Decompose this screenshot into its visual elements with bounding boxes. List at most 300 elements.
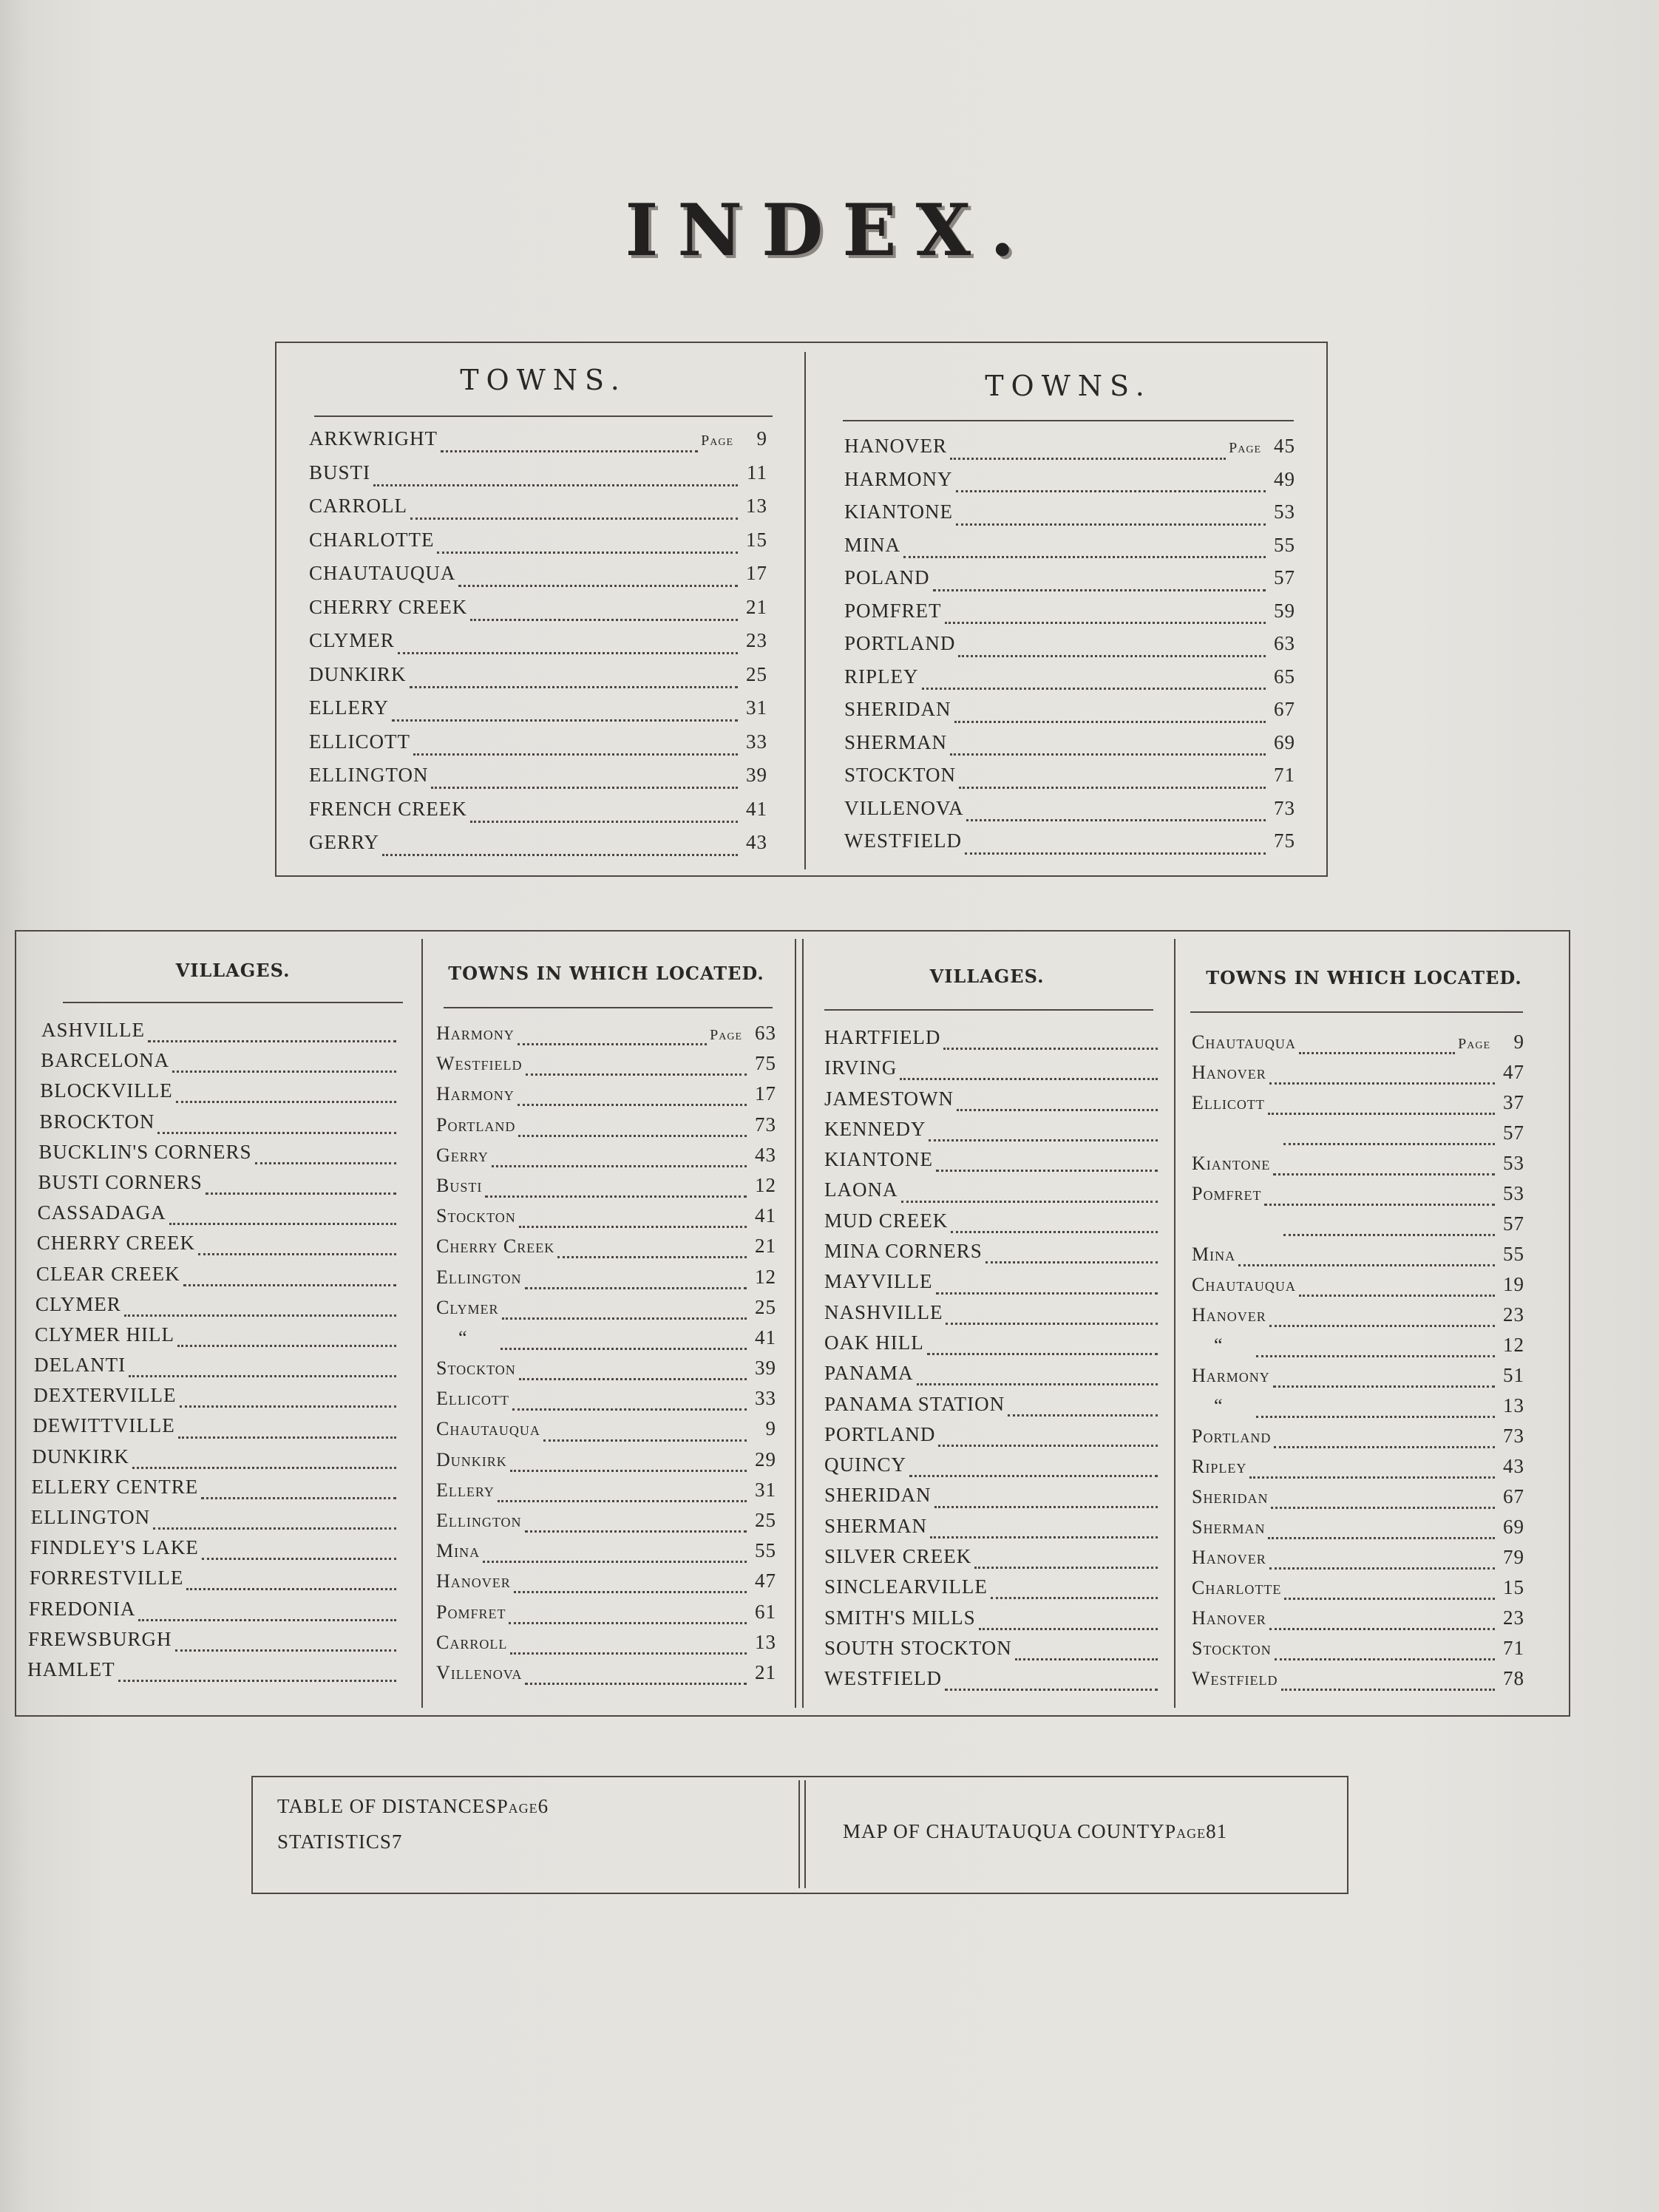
village-name: PANAMA STATION — [824, 1392, 1005, 1415]
leader-dots — [510, 1652, 747, 1655]
leader-dots — [936, 1170, 1158, 1172]
leader-dots — [138, 1619, 396, 1621]
leader-dots — [157, 1132, 396, 1134]
page-number: 47 — [755, 1570, 776, 1592]
page-label: Page — [701, 432, 733, 449]
village-entry — [41, 1019, 399, 1049]
page-number: 21 — [755, 1235, 776, 1258]
entry-name: VILLENOVA — [844, 796, 964, 819]
village-name: FREWSBURGH — [28, 1627, 172, 1650]
page-number: 55 — [1274, 533, 1295, 556]
leader-dots — [991, 1597, 1158, 1599]
entry-name: Stockton — [436, 1357, 516, 1380]
leader-dots — [936, 1292, 1158, 1295]
leader-dots — [118, 1680, 396, 1682]
page-number: 15 — [746, 528, 767, 551]
page-number: 31 — [755, 1478, 776, 1501]
page-number: 43 — [1503, 1455, 1524, 1477]
village-name: KENNEDY — [824, 1117, 926, 1140]
village-entry — [824, 1270, 1161, 1300]
leader-dots — [956, 523, 1266, 526]
leader-dots — [501, 1348, 747, 1350]
leader-dots — [180, 1405, 397, 1408]
village-entry — [34, 1354, 399, 1384]
villages-divider-3 — [802, 939, 804, 1708]
village-entry — [824, 1667, 1161, 1697]
leader-dots — [946, 1323, 1158, 1325]
village-entry — [824, 1026, 1161, 1056]
village-entry — [29, 1598, 399, 1628]
leader-dots — [543, 1439, 747, 1442]
entry-name: Ellery — [436, 1479, 495, 1501]
village-name: WESTFIELD — [824, 1667, 942, 1690]
leader-dots — [198, 1253, 396, 1255]
entry-name: RIPLEY — [844, 665, 919, 688]
entry-name: MAP OF CHAUTAUQUA COUNTY — [843, 1820, 1165, 1842]
index-entry — [844, 468, 1295, 501]
page-number: 41 — [755, 1204, 776, 1227]
page-label: Page — [1164, 1821, 1207, 1842]
village-entry — [824, 1148, 1161, 1178]
leader-dots — [124, 1314, 396, 1317]
village-entry — [824, 1301, 1161, 1331]
index-entry — [309, 427, 767, 461]
leader-dots — [437, 552, 738, 554]
village-name: SMITH'S MILLS — [824, 1606, 976, 1629]
leader-dots — [398, 652, 738, 654]
index-entry — [1192, 1667, 1524, 1697]
leader-dots — [974, 1567, 1158, 1569]
index-entry — [436, 1631, 776, 1661]
index-entry — [436, 1661, 776, 1692]
leader-dots — [557, 1256, 747, 1258]
village-entry — [824, 1575, 1161, 1606]
leader-dots — [255, 1162, 396, 1164]
entry-name: CHERRY CREEK — [309, 595, 468, 618]
village-entry — [824, 1056, 1161, 1087]
page-number: 67 — [1503, 1485, 1524, 1507]
village-name: DUNKIRK — [32, 1445, 129, 1468]
entry-name: Harmony — [436, 1022, 515, 1044]
villages-left-rule — [63, 1002, 403, 1003]
index-entry — [436, 1570, 776, 1600]
entry-name: Hanover — [1192, 1547, 1266, 1568]
entry-name: HANOVER — [844, 435, 947, 457]
leader-dots — [1283, 1143, 1495, 1145]
index-entry — [1192, 1425, 1524, 1455]
entry-name: Stockton — [1192, 1638, 1272, 1659]
page-number: 21 — [746, 595, 767, 618]
page-number: 59 — [1274, 599, 1295, 622]
entry-name: Ripley — [1192, 1456, 1247, 1477]
towns-right-list — [844, 435, 1295, 863]
entry-name: Mina — [436, 1540, 481, 1562]
village-name: ASHVILLE — [41, 1019, 145, 1041]
page-number: 47 — [1503, 1061, 1524, 1083]
page-number: 63 — [755, 1022, 776, 1044]
index-entry — [1192, 1485, 1524, 1516]
towns-left-header: TOWNS. — [460, 364, 627, 396]
village-name: LAONA — [824, 1178, 898, 1201]
village-entry — [27, 1658, 399, 1689]
footer-left-list — [277, 1795, 761, 1866]
village-entry — [824, 1088, 1161, 1118]
leader-dots — [441, 450, 698, 452]
page-label: Page — [710, 1027, 742, 1043]
village-name: CLEAR CREEK — [35, 1262, 180, 1285]
villages-right-list — [824, 1026, 1161, 1698]
leader-dots — [922, 688, 1266, 690]
leader-dots — [956, 490, 1266, 492]
towns-divider — [804, 352, 806, 869]
entry-name: KIANTONE — [844, 501, 953, 523]
leader-dots — [178, 1436, 396, 1439]
entry-name: Ellington — [436, 1266, 522, 1288]
leader-dots — [1269, 1628, 1495, 1630]
index-entry — [309, 663, 767, 697]
entry-name: Carroll — [436, 1631, 508, 1653]
village-entry — [39, 1110, 399, 1141]
entry-name: Chautauqua — [436, 1418, 540, 1440]
village-name: SOUTH STOCKTON — [824, 1636, 1012, 1659]
index-entry — [436, 1509, 776, 1539]
leader-dots — [1273, 1173, 1495, 1175]
entry-name: Sherman — [1192, 1516, 1266, 1538]
page-label: Page — [1229, 440, 1261, 456]
leader-dots — [498, 1500, 747, 1502]
entry-name: PORTLAND — [844, 632, 956, 654]
leader-dots — [519, 1226, 747, 1228]
footer-divider-1 — [798, 1780, 800, 1888]
leader-dots — [958, 655, 1266, 657]
index-entry — [309, 529, 767, 563]
leader-dots — [957, 1109, 1158, 1111]
index-entry — [844, 600, 1295, 633]
village-entry — [824, 1210, 1161, 1240]
leader-dots — [1256, 1355, 1495, 1357]
page-number: 75 — [1274, 830, 1295, 852]
entry-name: STATISTICS — [277, 1831, 392, 1853]
page-number: 13 — [755, 1630, 776, 1653]
index-entry — [844, 435, 1295, 468]
village-name: QUINCY — [824, 1453, 906, 1476]
leader-dots — [959, 787, 1266, 789]
entry-name: Pomfret — [1192, 1183, 1262, 1204]
page-number: 41 — [755, 1326, 776, 1348]
page-title: INDEX. — [625, 189, 1034, 272]
leader-dots — [917, 1383, 1158, 1385]
index-entry — [436, 1357, 776, 1387]
leader-dots — [410, 686, 739, 688]
leader-dots — [413, 753, 738, 756]
page-number: 25 — [755, 1295, 776, 1318]
leader-dots — [901, 1201, 1158, 1203]
page-number: 33 — [755, 1387, 776, 1410]
page-number: 53 — [1503, 1152, 1524, 1174]
index-entry — [844, 731, 1295, 764]
page-number: 9 — [756, 427, 767, 449]
village-entry — [40, 1079, 399, 1110]
leader-dots — [392, 719, 738, 722]
page-number: 73 — [755, 1113, 776, 1136]
footer-entry — [843, 1820, 1272, 1843]
village-entry — [824, 1637, 1161, 1667]
village-entry — [32, 1476, 400, 1506]
page-number: 81 — [1206, 1820, 1228, 1842]
index-entry — [1192, 1576, 1524, 1607]
leader-dots — [525, 1287, 747, 1289]
entry-name: Hanover — [1192, 1062, 1266, 1083]
page-number: 33 — [746, 730, 767, 753]
index-entry — [1192, 1152, 1524, 1182]
entry-name: ELLICOTT — [309, 730, 410, 753]
index-entry — [844, 632, 1295, 665]
index-entry — [436, 1052, 776, 1082]
located-right-header: TOWNS IN WHICH LOCATED. — [1206, 967, 1522, 988]
leader-dots — [909, 1475, 1158, 1477]
footer-entry — [277, 1795, 761, 1831]
page-number: 23 — [746, 629, 767, 651]
leader-dots — [945, 622, 1266, 624]
village-entry — [38, 1141, 399, 1171]
page-number: 57 — [1503, 1122, 1524, 1144]
village-entry — [824, 1393, 1161, 1423]
page-number: 69 — [1274, 730, 1295, 753]
leader-dots — [177, 1345, 396, 1347]
leader-dots — [186, 1588, 396, 1590]
entry-name: “ — [1214, 1395, 1224, 1417]
index-entry — [1192, 1455, 1524, 1485]
located-left-rule — [444, 1007, 773, 1008]
entry-name: Ellington — [436, 1510, 522, 1531]
index-entry — [1192, 1243, 1524, 1273]
entry-name: STOCKTON — [844, 764, 957, 786]
village-name: BLOCKVILLE — [40, 1079, 173, 1102]
village-name: BARCELONA — [41, 1049, 170, 1072]
leader-dots — [1273, 1385, 1495, 1388]
entry-name: WESTFIELD — [844, 830, 962, 852]
leader-dots — [934, 1506, 1158, 1508]
village-name: FREDONIA — [28, 1597, 136, 1620]
leader-dots — [202, 1558, 396, 1560]
leader-dots — [929, 1139, 1158, 1141]
leader-dots — [514, 1591, 747, 1593]
entry-name: POMFRET — [844, 599, 942, 622]
entry-name: ELLINGTON — [309, 764, 429, 786]
village-entry — [37, 1232, 399, 1262]
located-right-list — [1192, 1031, 1524, 1697]
village-entry — [30, 1567, 399, 1597]
leader-dots — [900, 1078, 1158, 1080]
leader-dots — [1299, 1295, 1495, 1297]
index-entry — [436, 1235, 776, 1265]
towns-left-list — [309, 427, 767, 865]
index-entry — [436, 1266, 776, 1296]
leader-dots — [373, 484, 738, 486]
index-entry — [436, 1296, 776, 1326]
entry-name: Clymer — [436, 1296, 499, 1318]
leader-dots — [1284, 1598, 1495, 1600]
page-number: 12 — [1503, 1334, 1524, 1356]
leader-dots — [1264, 1204, 1495, 1206]
leader-dots — [938, 1445, 1158, 1447]
page-number: 57 — [1274, 566, 1295, 588]
entry-name: Ellicott — [1192, 1092, 1265, 1113]
village-name: CLYMER HILL — [35, 1323, 175, 1346]
page-number: 53 — [1274, 501, 1295, 523]
entry-name: BUSTI — [309, 461, 371, 484]
leader-dots — [927, 1353, 1158, 1355]
entry-name: CLYMER — [309, 629, 395, 651]
village-name: CHERRY CREEK — [36, 1232, 195, 1255]
page-number: 69 — [1503, 1516, 1524, 1538]
leader-dots — [1249, 1476, 1495, 1479]
index-entry — [844, 534, 1295, 567]
entry-name: Ellicott — [436, 1388, 509, 1410]
leader-dots — [1299, 1052, 1455, 1054]
towns-right-header: TOWNS. — [985, 370, 1152, 402]
index-entry — [436, 1417, 776, 1448]
entry-name: Dunkirk — [436, 1448, 507, 1470]
village-name: MAYVILLE — [824, 1270, 933, 1293]
located-left-header: TOWNS IN WHICH LOCATED. — [448, 963, 764, 984]
index-entry — [309, 831, 767, 865]
page-number: 29 — [755, 1448, 776, 1470]
entry-name: Hanover — [1192, 1304, 1266, 1326]
index-entry — [309, 461, 767, 495]
village-entry — [824, 1118, 1161, 1148]
page-number: 61 — [755, 1600, 776, 1623]
page-number: 11 — [747, 461, 767, 484]
page-number: 73 — [1503, 1425, 1524, 1447]
village-name: CASSADAGA — [37, 1201, 166, 1224]
page-number: 55 — [755, 1539, 776, 1562]
village-name: PORTLAND — [824, 1422, 936, 1445]
village-entry — [38, 1201, 399, 1232]
entry-name: Chautauqua — [1192, 1031, 1296, 1053]
village-name: FORRESTVILLE — [29, 1567, 184, 1590]
village-name: CLYMER — [35, 1292, 121, 1315]
village-name: BUSTI CORNERS — [38, 1170, 203, 1193]
entry-name: CHAUTAUQUA — [309, 562, 456, 584]
page-number: 13 — [1503, 1394, 1524, 1417]
village-entry — [824, 1453, 1161, 1484]
leader-dots — [458, 585, 738, 587]
village-entry — [824, 1178, 1161, 1209]
page-number: 19 — [1503, 1273, 1524, 1295]
leader-dots — [510, 1470, 747, 1472]
village-name: NASHVILLE — [824, 1300, 943, 1323]
index-entry — [844, 665, 1295, 699]
village-name: ELLERY CENTRE — [31, 1475, 199, 1498]
page-number: 37 — [1503, 1091, 1524, 1113]
villages-left-list — [27, 1019, 399, 1689]
located-right-rule — [1190, 1011, 1523, 1013]
index-entry — [309, 629, 767, 663]
page-number: 13 — [746, 495, 767, 517]
index-entry — [309, 596, 767, 630]
page-number: 73 — [1274, 796, 1295, 819]
villages-left-header: VILLAGES. — [175, 960, 291, 981]
page-number: 43 — [746, 831, 767, 853]
entry-name: GERRY — [309, 831, 380, 853]
entry-name: Charlotte — [1192, 1577, 1282, 1598]
index-entry — [309, 696, 767, 730]
index-entry — [1192, 1182, 1524, 1212]
village-name: DEXTERVILLE — [33, 1384, 177, 1407]
entry-name: Villenova — [436, 1661, 523, 1683]
index-entry — [1192, 1546, 1524, 1576]
entry-name: TABLE OF DISTANCES — [277, 1795, 498, 1817]
leader-dots — [526, 1073, 747, 1076]
entry-name: Sheridan — [1192, 1486, 1269, 1507]
page-number: 6 — [537, 1795, 549, 1817]
entry-name: Chautauqua — [1192, 1274, 1296, 1295]
page-number: 9 — [765, 1417, 776, 1440]
leader-dots — [965, 852, 1266, 855]
index-entry — [1192, 1031, 1524, 1061]
villages-divider-1 — [421, 939, 423, 1708]
village-entry — [35, 1293, 399, 1323]
page-number: 15 — [1503, 1576, 1524, 1598]
page-number: 39 — [746, 764, 767, 786]
index-entry — [436, 1204, 776, 1235]
villages-right-header: VILLAGES. — [929, 966, 1045, 987]
index-entry — [844, 764, 1295, 797]
page-number: 7 — [391, 1831, 403, 1853]
leader-dots — [1283, 1234, 1495, 1236]
entry-name: POLAND — [844, 566, 930, 588]
entry-name: Cherry Creek — [436, 1235, 555, 1258]
index-entry — [1192, 1273, 1524, 1303]
leader-dots — [470, 821, 738, 823]
index-entry — [436, 1479, 776, 1509]
index-entry — [309, 798, 767, 832]
leader-dots — [509, 1622, 747, 1624]
leader-dots — [1008, 1414, 1158, 1417]
leader-dots — [176, 1101, 396, 1103]
leader-dots — [431, 787, 738, 789]
entry-name: DUNKIRK — [309, 662, 407, 685]
entry-name: Kiantone — [1192, 1153, 1271, 1174]
page-number: 23 — [1503, 1303, 1524, 1326]
entry-name: Hanover — [1192, 1607, 1266, 1629]
entry-name: Portland — [1192, 1425, 1272, 1447]
leader-dots — [201, 1497, 396, 1499]
entry-name: Mina — [1192, 1244, 1236, 1265]
footer-divider-2 — [804, 1780, 806, 1888]
index-entry — [1192, 1364, 1524, 1394]
page-number: 9 — [1513, 1031, 1524, 1053]
leader-dots — [1271, 1507, 1495, 1509]
village-entry — [38, 1171, 400, 1201]
page-number: 79 — [1503, 1546, 1524, 1568]
leader-dots — [518, 1135, 747, 1137]
index-entry — [844, 501, 1295, 534]
village-name: SHERMAN — [824, 1514, 928, 1537]
leader-dots — [903, 556, 1266, 558]
index-entry — [844, 698, 1295, 731]
entry-name: “ — [458, 1326, 468, 1348]
village-name: ELLINGTON — [30, 1506, 151, 1528]
leader-dots — [512, 1408, 747, 1411]
page-number: 55 — [1503, 1243, 1524, 1265]
leader-dots — [1269, 1567, 1495, 1570]
page-number: 17 — [746, 562, 767, 584]
leader-dots — [1268, 1537, 1495, 1539]
page-number: 17 — [755, 1082, 776, 1105]
page-number: 12 — [755, 1173, 776, 1196]
